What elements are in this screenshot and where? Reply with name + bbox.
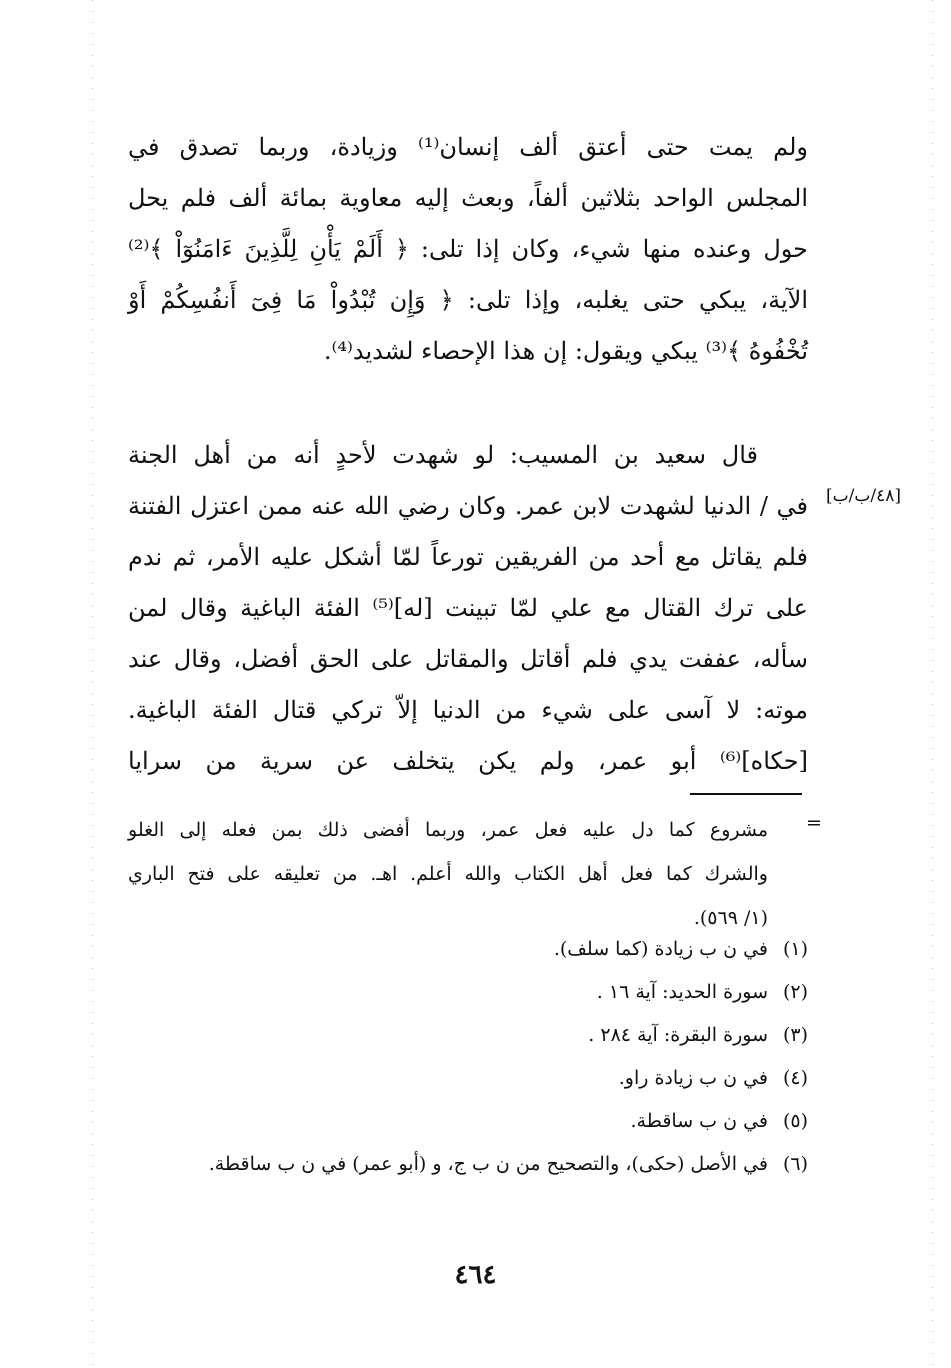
footnote-text: في الأصل (حكى)، والتصحيح من ن ب ج، و (أبو عمر) في ن ب ساقطة. [208,1153,768,1175]
footnote [128,1014,808,1057]
footnote-text: سورة الحديد: آية ١٦ . [596,981,768,1003]
footnote [128,971,808,1014]
text-line: موته: لا آسى على شيء من الدنيا إلاّ تركي قتال الفئة الباغية. [128,696,808,724]
footnote-number: (٦) [782,1153,808,1175]
text-line: ولم يمت حتى أعتق ألف إنسان⁽¹⁾ وزيادة، وربما تصدق في [128,133,809,161]
text-line: حول وعنده منها شيء، وكان إذا تلى: ﴿ أَلَمْ يَأْنِ لِلَّذِينَ ءَامَنُوٓاْ ﴾⁽²⁾ [128,235,808,263]
footnote [128,1057,808,1100]
text-line: المجلس الواحد بثلاثين ألفاً، وبعث إليه معاوية بمائة ألف فلم يحل [128,184,808,212]
footnote-continuation-marker: = [806,812,822,834]
footnote [128,1100,808,1143]
text-line: [حكاه]⁽⁶⁾ أبو عمر، ولم يكن يتخلف عن سرية من سرايا [128,747,809,775]
margin-dots-right [932,0,933,1368]
footnote-text: في ن ب زيادة راو. [618,1067,768,1089]
margin-folio-note: [٤٨/ب/ب] [826,486,902,506]
text-line: فلم يقاتل مع أحد من الفريقين تورعاً لمّا أشكل عليه الأمر، ثم ندم [128,543,808,571]
text-line: تُخْفُوهُ ﴾⁽³⁾ يبكي ويقول: إن هذا الإحصاء لشديد⁽⁴⁾. [323,337,808,365]
footnote-text: في ن ب زيادة (كما سلف). [553,938,768,960]
paragraph-1 [128,122,808,377]
footnote-number: (١) [782,938,808,960]
footnote [128,928,808,971]
margin-dots-left [92,0,93,1368]
footnote-number: (٣) [782,1024,808,1046]
text-line: قال سعيد بن المسيب: لو شهدت لأحدٍ أنه من أهل الجنة [128,441,758,469]
footnotes [128,928,808,1186]
text-line: في / الدنيا لشهدت لابن عمر. وكان رضي الله عنه ممن اعتزل الفتنة [128,492,808,520]
footnote-line: مشروع كما دل عليه فعل عمر، وربما أفضى ذلك بمن فعله إلى الغلو [128,819,768,841]
footnote-number: (٥) [782,1110,808,1132]
footnote-number: (٤) [782,1067,808,1089]
footnote-line: (١/ ٥٦٩). [693,907,768,929]
footnote-continuation [128,808,768,940]
text-line: على ترك القتال مع علي لمّا تبينت [له]⁽⁵⁾ الفئة الباغية وقال لمن [128,594,808,622]
footnote-text: في ن ب ساقطة. [630,1110,768,1132]
footnote-number: (٢) [782,981,808,1003]
footnote-line: والشرك كما فعل أهل الكتاب والله أعلم. اهـ. من تعليقه على فتح الباري [128,863,768,885]
page-number: ٤٦٤ [454,1260,497,1290]
footnote [128,1143,808,1186]
text-line: الآية، يبكي حتى يغلبه، وإذا تلى: ﴿ وَإِن تُبْدُواْ مَا فِىٓ أَنفُسِكُمْ أَوْ [128,286,808,314]
footnote-separator [690,793,802,795]
text-line: سأله، عففت يدي فلم أقاتل والمقاتل على الحق أفضل، وقال عند [128,645,808,673]
paragraph-2 [128,430,808,787]
footnote-text: سورة البقرة: آية ٢٨٤ . [588,1024,768,1046]
